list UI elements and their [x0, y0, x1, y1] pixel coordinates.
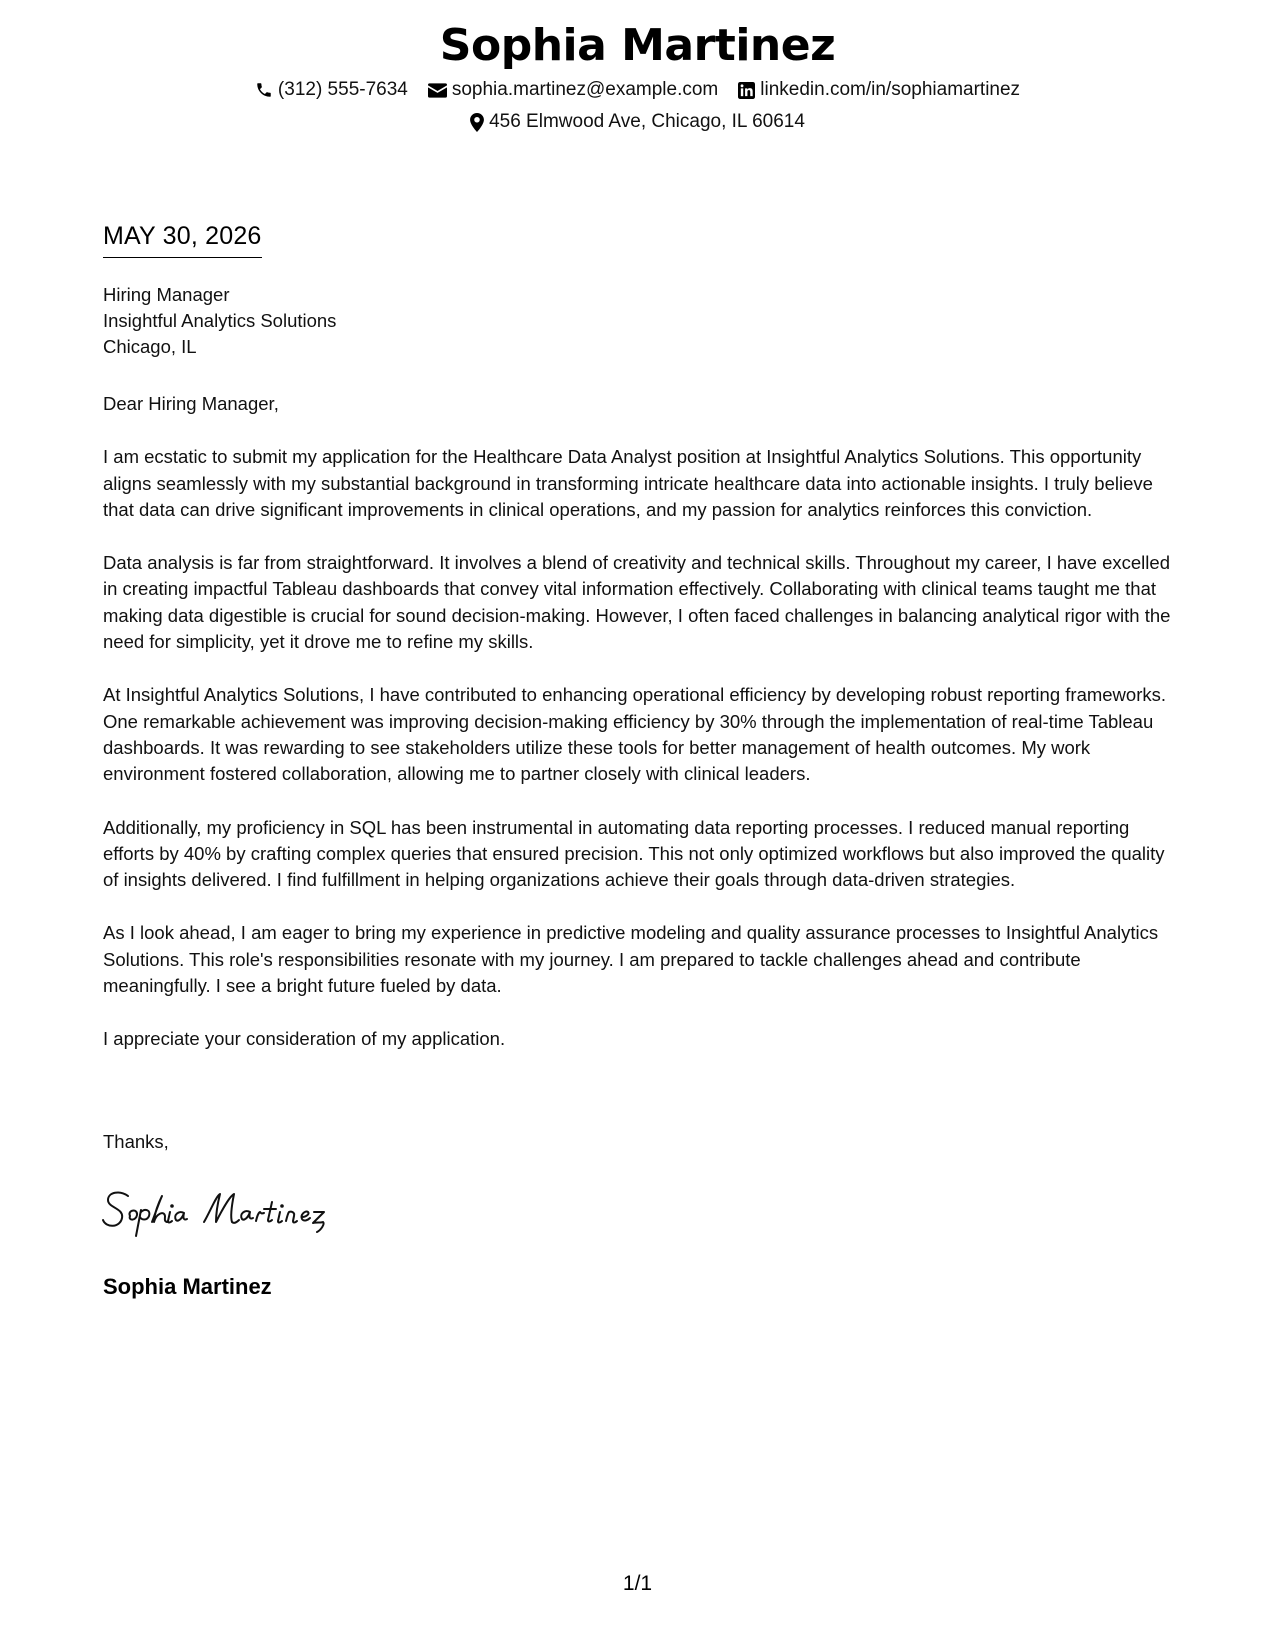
recipient-title: Hiring Manager	[103, 284, 230, 305]
contact-phone	[255, 79, 408, 101]
contact-info-row	[0, 79, 1275, 101]
body-paragraph: I am ecstatic to submit my application for the Healthcare Data Analyst position at Insightful Analytics Solutions. This opportunity aligns seamlessly with my substantial background in transforming intricate healthcare data into actionable insights. I truly believe that data can drive significant improvements in clinical operations, and my passion for analytics reinforces this conviction.	[103, 446, 1153, 520]
body-paragraph: As I look ahead, I am eager to bring my experience in predictive modeling and quality assurance processes to Insightful Analytics Solutions. This role's responsibilities resonate with my journey. I am prepared to tackle challenges ahead and contribute meaningfully. I see a bright future fueled by data.	[103, 922, 1159, 997]
page-indicator: 1/1	[622, 1572, 653, 1595]
recipient-company: Insightful Analytics Solutions	[103, 310, 337, 331]
address-text: 456 Elmwood Ave, Chicago, IL 60614	[489, 111, 805, 132]
closing: Thanks,	[103, 1131, 169, 1152]
recipient-location: Chicago, IL	[103, 336, 197, 357]
applicant-name: Sophia Martinez	[439, 20, 836, 71]
letter-body	[103, 391, 1183, 1080]
email-link[interactable]: sophia.martinez@example.com	[451, 79, 719, 100]
linkedin-link[interactable]: linkedin.com/in/sophiamartinez	[760, 79, 1021, 100]
envelope-icon	[428, 83, 447, 98]
recipient-block	[103, 282, 336, 360]
map-pin-icon	[470, 113, 484, 132]
phone-icon	[255, 81, 273, 99]
linkedin-icon	[738, 82, 755, 99]
body-paragraph: At Insightful Analytics Solutions, I have contributed to enhancing operational efficiency by developing robust reporting frameworks. One remarkable achievement was improving decision-making efficiency by 30% through the implementation of real-time Tableau dashboards. It was rewarding to see stakeholders utilize these tools for better management of health outcomes. My work environment fostered collaboration, allowing me to partner closely with clinical leaders.	[103, 684, 1167, 785]
contact-address	[470, 111, 805, 133]
address-row	[0, 111, 1275, 133]
body-paragraph: I appreciate your consideration of my application.	[103, 1028, 506, 1050]
signer-name: Sophia Martinez	[103, 1274, 272, 1299]
letter-date: MAY 30, 2026	[103, 222, 262, 258]
phone-text: (312) 555-7634	[277, 79, 408, 100]
handwritten-signature	[100, 1182, 360, 1247]
contact-email	[428, 79, 718, 101]
body-paragraph: Additionally, my proficiency in SQL has been instrumental in automating data reporting processes. I reduced manual reporting efforts by 40% by crafting complex queries that ensured precision. This not only optimized workflows but also improved the quality of insights delivered. I find fulfillment in helping organizations achieve their goals through data-driven strategies.	[103, 816, 1165, 891]
body-paragraph: Data analysis is far from straightforward. It involves a blend of creativity and technical skills. Throughout my career, I have excelled in creating impactful Tableau dashboards that convey vital information effectively. Collaborating with clinical teams taught me that making data digestible is crucial for sound decision-making. However, I often faced challenges in balancing analytical rigor with the need for simplicity, yet it drove me to refine my skills.	[103, 552, 1171, 653]
salutation: Dear Hiring Manager,	[103, 393, 279, 414]
contact-linkedin	[738, 79, 1020, 101]
